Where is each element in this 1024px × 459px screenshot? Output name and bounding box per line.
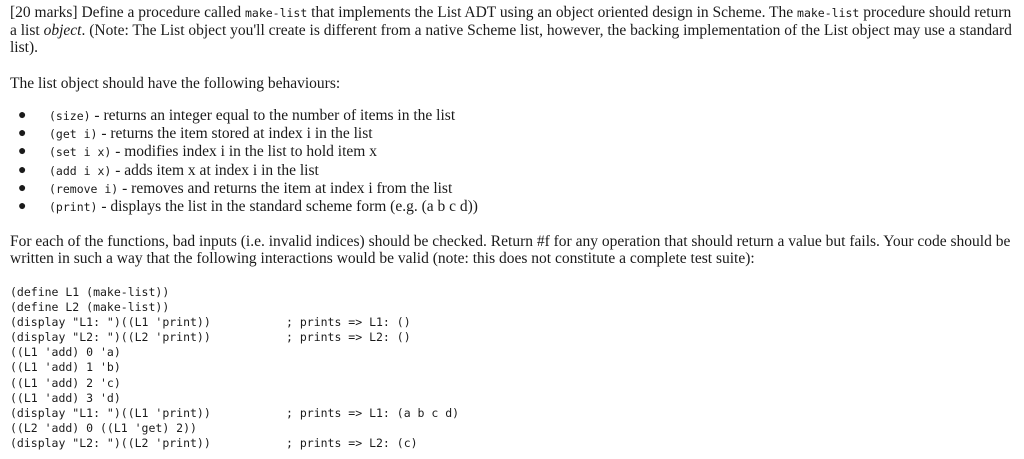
behaviour-code: (remove i): [49, 181, 119, 196]
intro-emphasis: object: [43, 22, 82, 39]
code-line: [10, 285, 211, 300]
behaviours-heading: The list object should have the following behaviours:: [10, 75, 341, 92]
behaviour-text: - modifies index i in the list to hold item x: [111, 143, 377, 161]
intro-paragraph: [10, 4, 1020, 56]
intro-text: procedure should return a list: [10, 4, 1012, 39]
code-block: [10, 285, 460, 451]
code-line: [10, 391, 211, 406]
intro-text: [20 marks] Define a procedure called: [10, 4, 245, 21]
behaviour-text: - returns the item stored at index i in the list: [97, 125, 373, 143]
code-comment: ; prints => L2: (): [286, 330, 411, 345]
behaviour-code: (size): [49, 109, 91, 123]
code-text: (define L2 (make-list)): [10, 300, 170, 315]
list-item: [18, 125, 478, 143]
inline-code: make-list: [797, 6, 860, 20]
behaviour-code: (set i x): [49, 145, 112, 160]
code-text: ((L1 'add) 2 'c): [10, 375, 121, 390]
question-intro: [10, 4, 1020, 56]
code-line: [10, 330, 411, 345]
behaviour-text: - adds item x at index i in the list: [111, 161, 319, 179]
code-comment: ; prints => L2: (c): [286, 435, 418, 450]
code-text: (display "L1: ")((L1 'print)): [10, 405, 211, 420]
code-comment: ; prints => L1: (): [286, 315, 411, 330]
intro-text: . (Note: The List object you'll create is different from a native Scheme list, however, the backing implementation of the List object may use a standard list).: [10, 22, 1012, 56]
code-line: [10, 300, 211, 315]
list-item: [18, 180, 478, 198]
behaviour-text: - returns an integer equal to the number of items in the list: [90, 107, 456, 124]
code-text: (display "L2: ")((L2 'print)): [10, 435, 211, 450]
bullet-icon: ●: [18, 144, 27, 160]
code-text: ((L1 'add) 1 'b): [10, 360, 121, 375]
bad-inputs-paragraph: For each of the functions, bad inputs (i.e. invalid indices) should be checked. Return #f for any operation that should return a value but fails. Your code should be written in such a way that the following interactions would be valid (note: this does not constitute a complete test suite):: [10, 233, 1011, 267]
code-line: [10, 435, 418, 451]
code-line: [10, 360, 211, 375]
bullet-icon: ●: [18, 198, 27, 214]
code-text: (define L1 (make-list)): [10, 285, 170, 299]
list-item: [18, 198, 478, 216]
bullet-icon: ●: [18, 162, 27, 178]
code-line: [10, 315, 411, 330]
code-text: (display "L2: ")((L2 'print)): [10, 330, 211, 345]
code-text: (display "L1: ")((L1 'print)): [10, 315, 211, 330]
bullet-icon: ●: [18, 180, 27, 196]
behaviour-text: - displays the list in the standard scheme form (e.g. (a b c d)): [97, 197, 478, 215]
intro-text: that implements the List ADT using an object oriented design in Scheme. The: [307, 4, 798, 21]
bullet-icon: ●: [18, 108, 27, 123]
behaviours-list: [18, 107, 478, 216]
code-text: ((L2 'add) 0 ((L1 'get) 2)): [10, 420, 197, 435]
code-line: [10, 376, 211, 391]
behaviour-code: (add i x): [49, 163, 112, 178]
list-item: [18, 162, 478, 180]
code-line: [10, 405, 460, 421]
list-item: [18, 107, 478, 125]
bullet-icon: ●: [18, 126, 27, 142]
code-text: ((L1 'add) 3 'd): [10, 390, 121, 405]
code-comment: ; prints => L1: (a b c d): [286, 405, 460, 420]
behaviour-code: (print): [49, 199, 98, 214]
code-text: ((L1 'add) 0 'a): [10, 345, 121, 360]
list-item: [18, 143, 478, 161]
code-line: [10, 421, 211, 436]
code-line: [10, 345, 211, 360]
inline-code: make-list: [244, 6, 308, 20]
behaviour-text: - removes and returns the item at index i from the list: [118, 179, 453, 197]
behaviour-code: (get i): [49, 127, 98, 142]
